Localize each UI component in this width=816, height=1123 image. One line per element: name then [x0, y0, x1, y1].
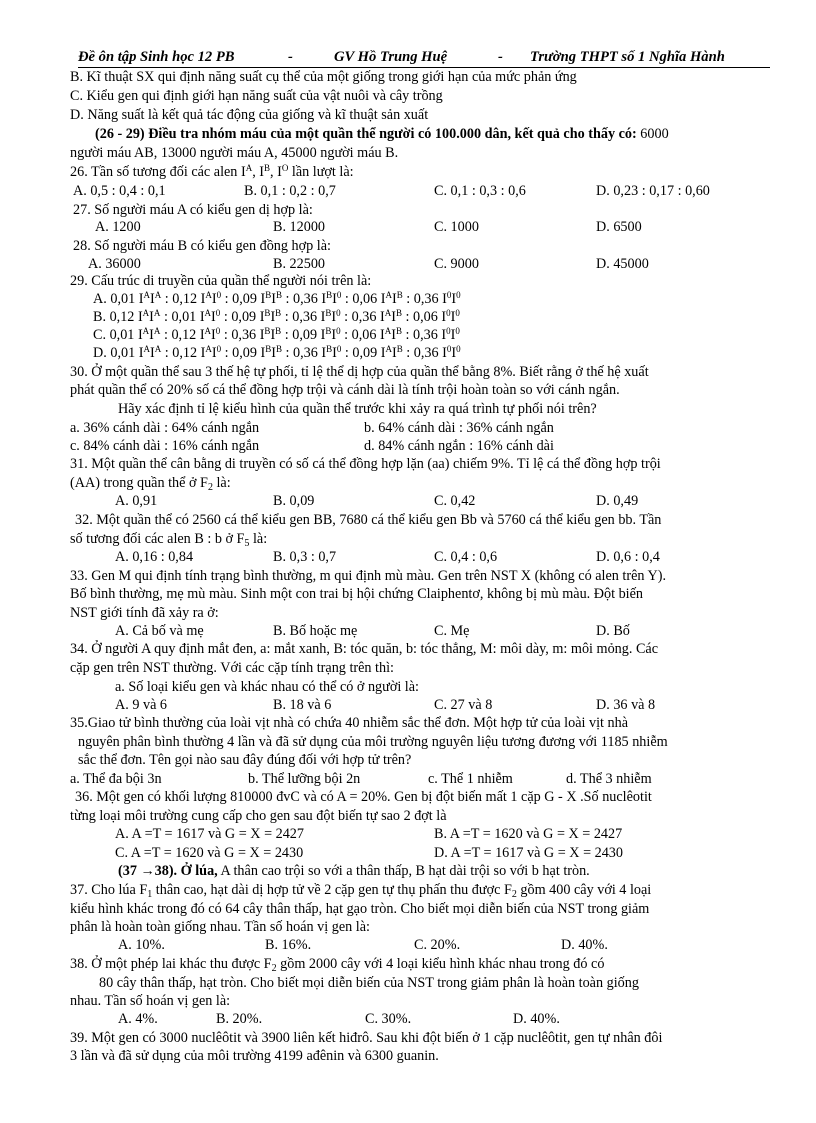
- option-c: C. 0,01 $I^AI^A$ : 0,12 $I^AI^0$ : 0,36 $I^BI^B$ : 0,09 $I^BI^0$ : 0,06 $I^AI^B$ : 0,36 $I^0I^0$: [93, 326, 460, 343]
- option-a: A. 9 và 6: [115, 697, 168, 713]
- question-28: 28. Số người máu B có kiểu gen đồng hợp là:: [73, 238, 331, 254]
- text-line: Bố bình thường, mẹ mù màu. Sinh một con trai bị hội chứng Claiphentơ, không bị mù màu. Đột biến: [70, 586, 644, 602]
- question-39: 39. Một gen có 3000 nuclêôtit và 3900 liên kết hiđrô. Sau khi đột biến ở 1 cặp nuclêôtit, gen tự nhân đôi: [70, 1030, 663, 1046]
- text-line: nhau. Tần số hoán vị gen là:: [70, 993, 231, 1009]
- option-a: A. 0,5 : 0,4 : 0,1: [73, 183, 166, 199]
- option-d: d. 84% cánh ngắn : 16% cánh dài: [364, 438, 554, 454]
- option-c: C. Mẹ: [434, 623, 470, 639]
- option-c: C. 30%.: [365, 1011, 412, 1027]
- option-c: c. Thể 1 nhiễm: [428, 771, 513, 787]
- text-line: số tương đối các alen B : b ở $F_5$ là:: [70, 531, 268, 549]
- question-32: 32. Một quần thể có 2560 cá thể kiểu gen BB, 7680 cá thể kiểu gen Bb và 5760 cá thể kiểu gen bb. Tần: [75, 512, 662, 528]
- header-title: Đề ôn tập Sinh học 12 PB: [78, 49, 235, 65]
- question-33: 33. Gen M qui định tính trạng bình thường, m qui định mù màu. Gen trên NST X (không có alen trên Y).: [70, 568, 667, 584]
- header-school: Trường THPT số 1 Nghĩa Hành: [530, 49, 725, 65]
- option-b: B. 0,09: [273, 493, 315, 509]
- page-header: [78, 49, 770, 68]
- option-a: A. Cả bố và mẹ: [115, 623, 204, 639]
- option-b: B. Bố hoặc mẹ: [273, 623, 358, 639]
- option-a: A. 10%.: [118, 937, 165, 953]
- text-line: 80 cây thân thấp, hạt tròn. Cho biết mọi diễn biến của NST trong giảm phân là hoàn toàn giống: [99, 975, 639, 991]
- option-d: D. 0,23 : 0,17 : 0,60: [596, 183, 710, 199]
- text-line: người máu AB, 13000 người máu A, 45000 người máu B.: [70, 145, 399, 161]
- option-b: B. 22500: [273, 256, 326, 272]
- text-line: Hãy xác định tỉ lệ kiểu hình của quần thể trước khi xảy ra quá trình tự phối nói trên?: [118, 401, 597, 417]
- text-line: phát quần thể có 20% số cá thể đồng hợp trội và cánh dài là tính trội hoàn toàn so với cánh ngắn.: [70, 382, 620, 398]
- question-35: 35.Giao tử bình thường của loài vịt nhà có chứa 40 nhiễm sắc thể đơn. Một hợp tử của loài vịt nhà: [70, 715, 628, 731]
- question-38: 38. Ở một phép lai khác thu được $F_2$ gồm 2000 cây với 4 loại kiểu hình khác nhau trong đó có: [70, 956, 605, 974]
- section-heading: (26 - 29) Điều tra nhóm máu của một quần thể người có 100.000 dân, kết quả cho thấy có: 6000: [95, 126, 669, 142]
- option-a: A. A =T = 1617 và G = X = 2427: [115, 826, 304, 842]
- option-b: b. 64% cánh dài : 36% cánh ngắn: [364, 420, 554, 436]
- option-d: D. 45000: [596, 256, 649, 272]
- option-b: B. 12000: [273, 219, 326, 235]
- option-d: D. 40%.: [561, 937, 608, 953]
- section-heading: (37 →38). Ở lúa, A thân cao trội so với a thân thấp, B hạt dài trội so với b hạt tròn.: [118, 863, 590, 879]
- option-a: a. Thể đa bội 3n: [70, 771, 162, 787]
- header-separator: -: [498, 49, 503, 65]
- option-b: B. 16%.: [265, 937, 312, 953]
- option-d: D. Bố: [596, 623, 630, 639]
- option-c: C. 27 và 8: [434, 697, 493, 713]
- text-line: từng loại môi trường cung cấp cho gen sau đột biến tự sao 2 đợt là: [70, 808, 447, 824]
- question-29: 29. Cấu trúc di truyền của quần thể người nói trên là:: [70, 273, 372, 289]
- option-b: B. 0,1 : 0,2 : 0,7: [244, 183, 336, 199]
- text-line: NST giới tính đã xảy ra ở:: [70, 605, 219, 621]
- option-c: C. 0,4 : 0,6: [434, 549, 498, 565]
- option-c: C. 0,42: [434, 493, 476, 509]
- option-c: C. 20%.: [414, 937, 461, 953]
- option-c: c. 84% cánh dài : 16% cánh ngắn: [70, 438, 260, 454]
- text-line: (AA) trong quần thể ở $F_2$ là:: [70, 475, 231, 493]
- question-26: 26. Tần số tương đối các alen $I^A$, $I^B$, $I^O$ lần lượt là:: [70, 163, 354, 180]
- text-line: B. Kĩ thuật SX qui định năng suất cụ thể của một giống trong giới hạn của mức phản ứng: [70, 69, 577, 85]
- option-d: D. 40%.: [513, 1011, 560, 1027]
- option-a: A. 0,91: [115, 493, 158, 509]
- text-line: a. Số loại kiểu gen và khác nhau có thể có ở người là:: [115, 679, 419, 695]
- option-d: D. 0,6 : 0,4: [596, 549, 660, 565]
- option-b: B. A =T = 1620 và G = X = 2427: [434, 826, 623, 842]
- text-line: D. Năng suất là kết quả tác động của giống và kĩ thuật sản xuất: [70, 107, 429, 123]
- header-teacher: GV Hồ Trung Huệ: [334, 49, 448, 65]
- text-line: kiểu hình khác trong đó có 64 cây thân thấp, hạt gạo tròn. Cho biết mọi diễn biến của NST trong giảm: [70, 901, 650, 917]
- header-separator: -: [288, 49, 293, 65]
- question-30: 30. Ở một quần thể sau 3 thế hệ tự phối, tỉ lệ thể dị hợp của quần thể bằng 8%. Biết rằng ở thế hệ xuất: [70, 364, 649, 380]
- option-a: A. 4%.: [118, 1011, 158, 1027]
- option-a: A. 36000: [88, 256, 141, 272]
- question-34: 34. Ở người A quy định mắt đen, a: mắt xanh, B: tóc quăn, b: tóc thẳng, M: môi dày, m: môi mỏng. Các: [70, 641, 659, 657]
- option-d: D. 6500: [596, 219, 642, 235]
- text-line: nguyên phân bình thường 4 lần và đã sử dụng của môi trường nguyên liệu tương đương với 1185 nhiễm: [78, 734, 668, 750]
- question-36: 36. Một gen có khối lượng 810000 đvC và có A = 20%. Gen bị đột biến mất 1 cặp G - X .Số nuclêotit: [75, 789, 652, 805]
- option-d: D. A =T = 1617 và G = X = 2430: [434, 845, 623, 861]
- option-c: C. 9000: [434, 256, 479, 272]
- text-line: C. Kiểu gen qui định giới hạn năng suất của vật nuôi và cây trồng: [70, 88, 443, 104]
- option-b: b. Thể lưỡng bội 2n: [248, 771, 361, 787]
- option-b: B. 0,3 : 0,7: [273, 549, 337, 565]
- text-line: sắc thể đơn. Tên gọi nào sau đây đúng đối với hợp tử trên?: [78, 752, 412, 768]
- option-c: C. 1000: [434, 219, 479, 235]
- question-37: 37. Cho lúa $F_1$ thân cao, hạt dài dị hợp tử về 2 cặp gen tự thụ phấn thu được $F_2$ gồm 400 cây với 4 loại: [70, 882, 652, 900]
- question-31: 31. Một quần thể cân bằng di truyền có số cá thể đồng hợp lặn (aa) chiếm 9%. Tỉ lệ cá thể đồng hợp trội: [70, 456, 661, 472]
- question-27: 27. Số người máu A có kiểu gen dị hợp là:: [73, 202, 313, 218]
- text-line: phân là hoàn toàn giống nhau. Tần số hoán vị gen là:: [70, 919, 370, 935]
- option-a: A. 1200: [95, 219, 141, 235]
- option-c: C. 0,1 : 0,3 : 0,6: [434, 183, 526, 199]
- option-d: D. 36 và 8: [596, 697, 656, 713]
- option-a: a. 36% cánh dài : 64% cánh ngắn: [70, 420, 260, 436]
- text-line: 3 lần và đã sử dụng của môi trường 4199 ađênin và 6300 guanin.: [70, 1048, 439, 1064]
- option-c: C. A =T = 1620 và G = X = 2430: [115, 845, 304, 861]
- text-line: cặp gen trên NST thường. Với các cặp tính trạng trên thì:: [70, 660, 394, 676]
- option-b: B. 0,12 $I^AI^A$ : 0,01 $I^AI^0$ : 0,09 $I^BI^B$ : 0,36 $I^BI^0$ : 0,36 $I^AI^B$ : 0,06 $I^0I^0$: [93, 308, 460, 325]
- option-d: D. 0,49: [596, 493, 639, 509]
- option-a: A. 0,01 $I^AI^A$ : 0,12 $I^AI^0$ : 0,09 $I^BI^B$ : 0,36 $I^BI^0$ : 0,06 $I^AI^B$ : 0,36 $I^0I^0$: [93, 290, 461, 307]
- option-a: A. 0,16 : 0,84: [115, 549, 194, 565]
- option-d: D. 0,01 $I^AI^A$ : 0,12 $I^AI^0$ : 0,09 $I^BI^B$ : 0,36 $I^BI^0$ : 0,09 $I^AI^B$ : 0,36 $I^0I^0$: [93, 344, 461, 361]
- option-b: B. 18 và 6: [273, 697, 332, 713]
- option-b: B. 20%.: [216, 1011, 263, 1027]
- option-d: d. Thể 3 nhiễm: [566, 771, 652, 787]
